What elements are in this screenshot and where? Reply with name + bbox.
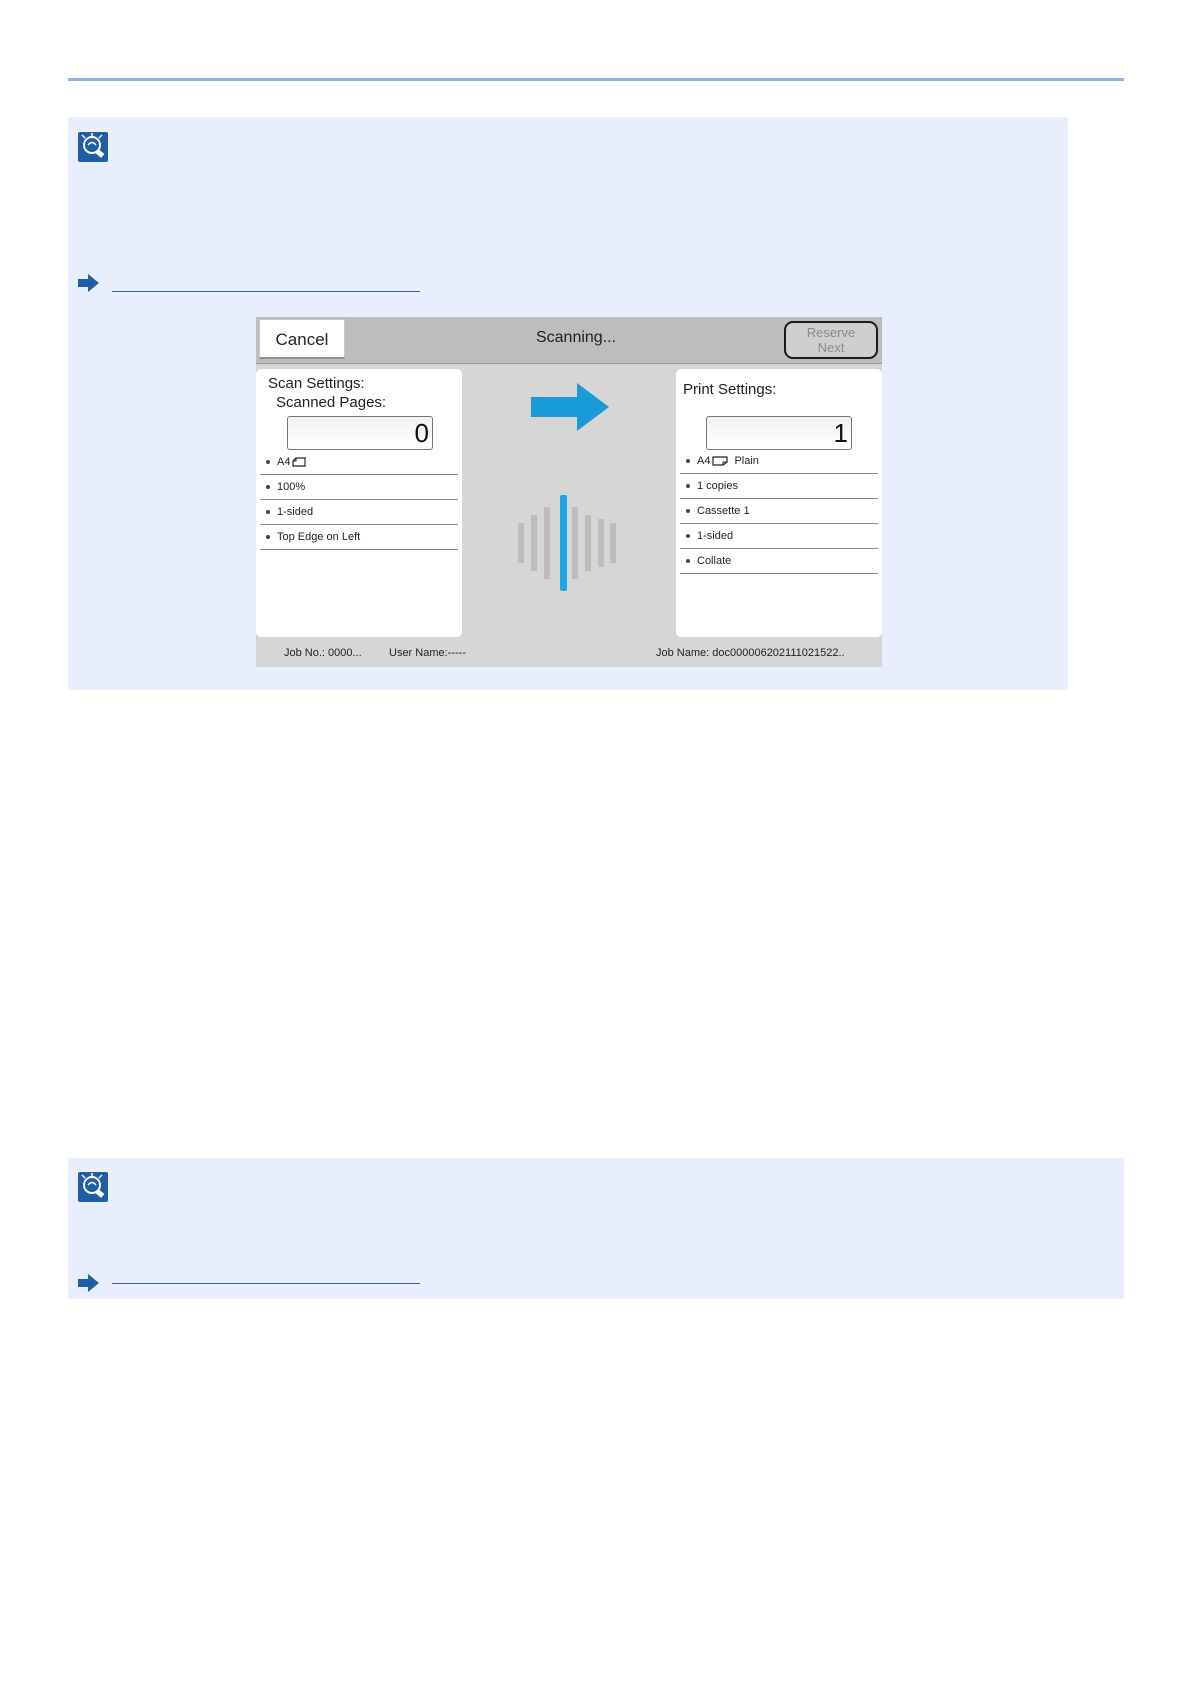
print-count: 1 bbox=[706, 416, 852, 450]
scan-setting-orientation bbox=[260, 525, 458, 550]
print-settings-title: Print Settings: bbox=[683, 381, 777, 398]
note-icon bbox=[78, 132, 108, 162]
print-setting-text: Collate bbox=[697, 555, 732, 567]
bullet bbox=[686, 459, 690, 463]
scanning-wave-icon bbox=[518, 495, 618, 591]
note-box-2 bbox=[68, 1158, 1124, 1299]
bullet bbox=[266, 535, 270, 539]
print-setting-text: 1-sided bbox=[697, 530, 734, 542]
bullet bbox=[686, 534, 690, 538]
reference-link[interactable] bbox=[112, 1283, 420, 1284]
print-paper-type: Plain bbox=[734, 455, 759, 467]
print-setting-source bbox=[680, 499, 878, 524]
header-rule bbox=[68, 78, 1124, 81]
reserve-next-label-2: Next bbox=[817, 340, 845, 355]
job-number: Job No.: 0000... bbox=[284, 647, 362, 659]
print-setting-text: Cassette 1 bbox=[697, 505, 750, 517]
reserve-next-label-1: Reserve bbox=[806, 325, 856, 340]
scan-setting-text: 100% bbox=[277, 481, 306, 493]
paper-orientation-icon bbox=[292, 457, 306, 467]
reference-link[interactable] bbox=[112, 291, 420, 292]
operation-panel-screenshot bbox=[256, 317, 882, 667]
scan-setting-duplex bbox=[260, 500, 458, 525]
note-icon bbox=[78, 1172, 108, 1202]
scan-setting-zoom bbox=[260, 475, 458, 500]
scan-setting-paper-size bbox=[260, 450, 458, 475]
bullet bbox=[266, 460, 270, 464]
bullet bbox=[686, 484, 690, 488]
scanned-pages-count: 0 bbox=[287, 416, 433, 450]
scan-setting-text: Top Edge on Left bbox=[277, 531, 361, 543]
bullet bbox=[686, 559, 690, 563]
panel-top-bar bbox=[256, 317, 882, 364]
note-box-1 bbox=[68, 117, 1068, 690]
panel-footer bbox=[256, 639, 882, 667]
print-setting-duplex bbox=[680, 524, 878, 549]
right-arrow-icon bbox=[531, 383, 609, 431]
print-settings-list bbox=[680, 449, 878, 574]
print-setting-paper bbox=[680, 449, 878, 474]
scan-setting-text: 1-sided bbox=[277, 506, 314, 518]
bullet bbox=[266, 510, 270, 514]
print-setting-collate bbox=[680, 549, 878, 574]
print-settings-card bbox=[676, 369, 882, 637]
user-name: User Name:----- bbox=[389, 647, 466, 659]
scan-settings-title: Scan Settings: bbox=[268, 375, 365, 392]
scanning-status: Scanning... bbox=[535, 329, 617, 346]
scan-settings-list bbox=[260, 450, 458, 550]
job-name: Job Name: doc000006202111021522.. bbox=[656, 647, 845, 659]
print-setting-copies bbox=[680, 474, 878, 499]
reference-arrow-icon bbox=[78, 1274, 100, 1292]
bullet bbox=[686, 509, 690, 513]
reference-arrow-icon bbox=[78, 274, 100, 292]
paper-orientation-icon bbox=[712, 456, 728, 466]
scan-setting-text: A4 bbox=[277, 456, 291, 468]
print-setting-text: 1 copies bbox=[697, 480, 738, 492]
bullet bbox=[266, 485, 270, 489]
scanned-pages-label: Scanned Pages: bbox=[276, 394, 387, 411]
cancel-button[interactable]: Cancel bbox=[259, 319, 345, 359]
print-paper-size: A4 bbox=[697, 455, 711, 467]
scan-settings-card bbox=[256, 369, 462, 637]
reserve-next-button[interactable] bbox=[784, 321, 878, 359]
